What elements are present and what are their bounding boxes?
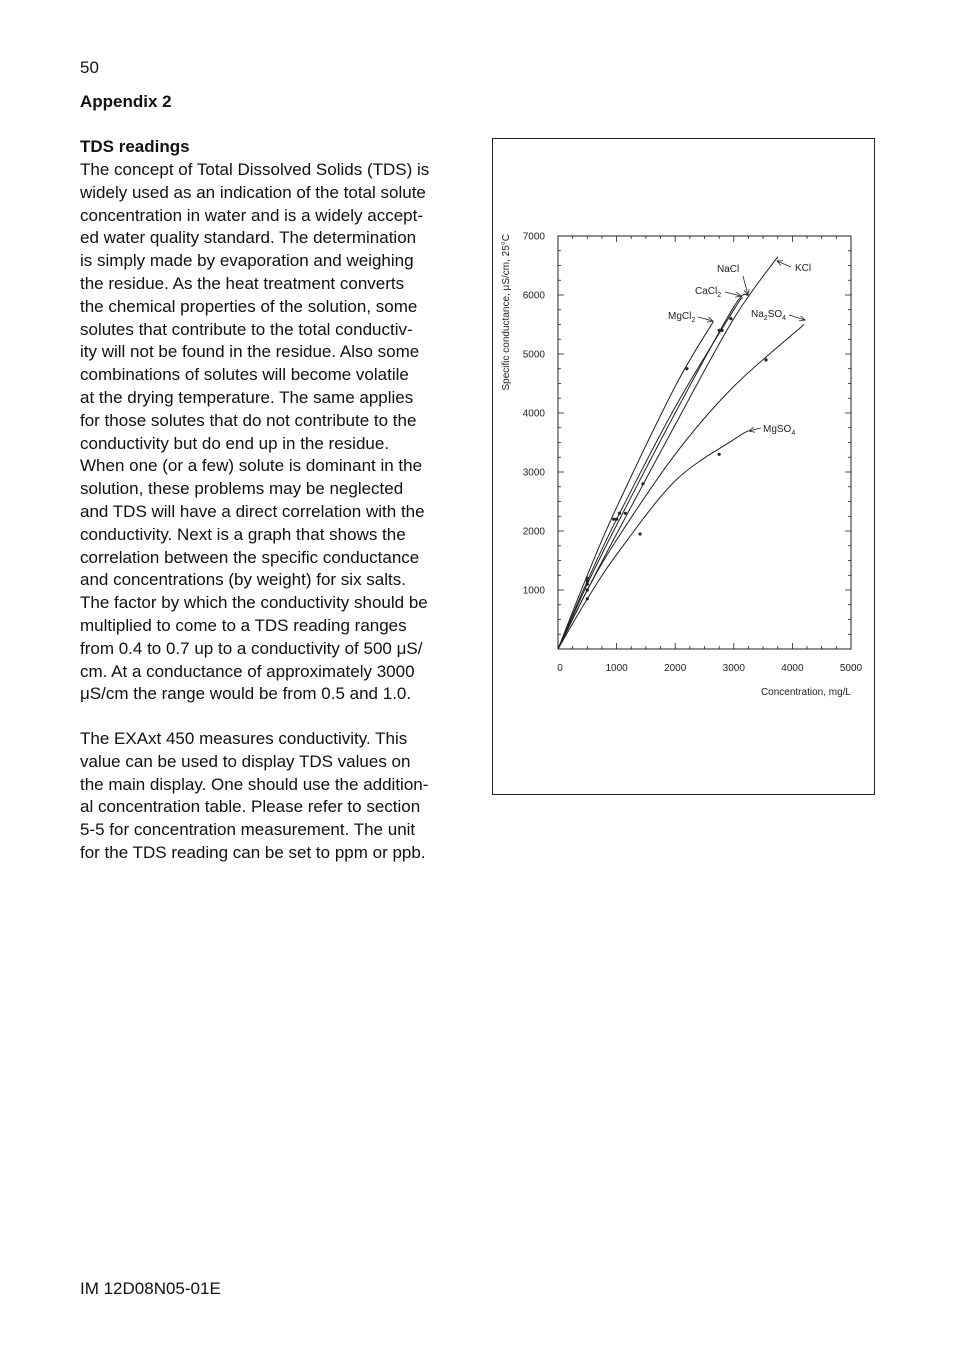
series-label-nacl	[717, 264, 739, 275]
text-line: multiplied to come to a TDS reading ranges	[80, 615, 407, 635]
y-axis-title: Specific conductance, μS/cm, 25°C	[501, 234, 512, 391]
data-point	[586, 597, 589, 600]
data-point	[641, 482, 644, 485]
data-point	[615, 518, 618, 521]
text-line: When one (or a few) solute is dominant in the	[80, 456, 423, 476]
series-label-subscript: 2	[717, 292, 722, 299]
series-line-mgcl2	[558, 322, 713, 649]
series-line-nacl	[558, 294, 749, 649]
text-line: and concentrations (by weight) for six salts.	[80, 570, 406, 590]
y-tick-label: 6000	[522, 290, 545, 302]
x-axis-title: Concentration, mg/L	[760, 687, 851, 698]
data-point	[718, 329, 721, 332]
x-tick-label: 5000	[839, 663, 863, 674]
data-point	[685, 367, 688, 370]
text-line: at the drying temperature. The same applies	[80, 387, 414, 407]
text-line: The factor by which the conductivity should be	[80, 593, 428, 613]
series-line-na2so4	[558, 325, 804, 650]
text-line: solutes that contribute to the total conductiv-	[80, 319, 413, 339]
series-label-subscript: 4	[782, 315, 787, 322]
text-line: and TDS will have a direct correlation with the	[80, 501, 425, 521]
series-label-kcl	[795, 263, 811, 274]
text-line: ed water quality standard. The determination	[80, 228, 417, 248]
text-line: combinations of solutes will become volatile	[80, 365, 409, 385]
series-label-main: KCl	[795, 263, 812, 274]
text-line: concentration in water and is a widely accept-	[80, 205, 424, 225]
series-label-subscript: 2	[763, 315, 768, 322]
y-tick-label: 2000	[522, 526, 545, 538]
conductance-figure	[492, 138, 875, 795]
text-line: cm. At a conductance of approximately 3000	[80, 661, 415, 681]
text-line: the main display. One should use the addition-	[80, 774, 429, 794]
text-line: al concentration table. Please refer to section	[80, 797, 421, 817]
data-point	[638, 532, 641, 535]
series-label-cacl2	[695, 286, 721, 299]
exaxt-paragraph	[80, 728, 465, 865]
text-line: 5-5 for concentration measurement. The unit	[80, 820, 416, 840]
x-tick-label: 0	[557, 663, 563, 674]
text-line: The EXAxt 450 measures conductivity. This	[80, 729, 408, 748]
data-point	[586, 588, 589, 591]
plot-area-border	[558, 236, 851, 649]
text-line: for the TDS reading can be set to ppm or ppb.	[80, 842, 426, 862]
data-point	[624, 512, 627, 515]
text-line: widely used as an indication of the total solute	[80, 182, 426, 202]
text-line: is simply made by evaporation and weighing	[80, 251, 414, 271]
text-line: conductivity. Next is a graph that shows the	[80, 524, 406, 544]
y-tick-label: 7000	[522, 231, 545, 243]
y-tick-label: 1000	[522, 585, 545, 597]
data-point	[764, 358, 767, 361]
series-line-cacl2	[558, 298, 743, 649]
series-label-subscript: 4	[791, 430, 796, 437]
text-line: conductivity but do end up in the residue.	[80, 433, 390, 453]
series-label-main: CaCl	[695, 286, 718, 297]
data-point	[718, 453, 721, 456]
data-point	[729, 317, 732, 320]
text-line: μS/cm the range would be from 0.5 and 1.0.	[80, 684, 412, 704]
series-label-main: Na	[751, 309, 764, 320]
series-label-subscript: 2	[691, 317, 696, 324]
text-line: correlation between the specific conductance	[80, 547, 420, 567]
x-tick-label: 2000	[664, 663, 687, 674]
series-label-main: MgSO	[763, 424, 792, 435]
series-label-tail: SO	[767, 309, 783, 320]
text-line: The concept of Total Dissolved Solids (TDS) is	[80, 160, 430, 179]
series-line-mgso4	[558, 431, 749, 649]
appendix-title: Appendix 2	[80, 92, 172, 111]
text-line: from 0.4 to 0.7 up to a conductivity of 500 μS/	[80, 638, 423, 658]
document-id: IM 12D08N05-01E	[80, 1279, 221, 1298]
text-line: ity will not be found in the residue. Also some	[80, 342, 420, 362]
y-tick-label: 3000	[522, 467, 545, 479]
series-label-main: MgCl	[668, 311, 692, 322]
series-label-mgso4	[763, 424, 795, 437]
x-tick-label: 3000	[722, 663, 745, 674]
section-title: TDS readings	[80, 137, 190, 156]
x-tick-label: 4000	[781, 663, 804, 674]
text-line: for those solutes that do not contribute to the	[80, 410, 417, 430]
x-tick-label: 1000	[605, 663, 628, 674]
page-number: 50	[80, 58, 99, 77]
text-line: solution, these problems may be neglected	[80, 479, 404, 499]
tds-paragraph	[80, 159, 465, 706]
text-line: the chemical properties of the solution, some	[80, 296, 418, 316]
series-label-na2so4	[751, 309, 786, 322]
data-point	[586, 580, 589, 583]
text-line: the residue. As the heat treatment converts	[80, 273, 405, 293]
data-point	[586, 577, 589, 580]
y-tick-label: 5000	[522, 349, 545, 361]
series-label-mgcl2	[668, 311, 695, 324]
text-line: value can be used to display TDS values on	[80, 751, 411, 771]
data-point	[612, 518, 615, 521]
y-tick-label: 4000	[522, 408, 545, 420]
conductance-chart	[493, 139, 876, 796]
series-label-main: NaCl	[717, 264, 740, 275]
